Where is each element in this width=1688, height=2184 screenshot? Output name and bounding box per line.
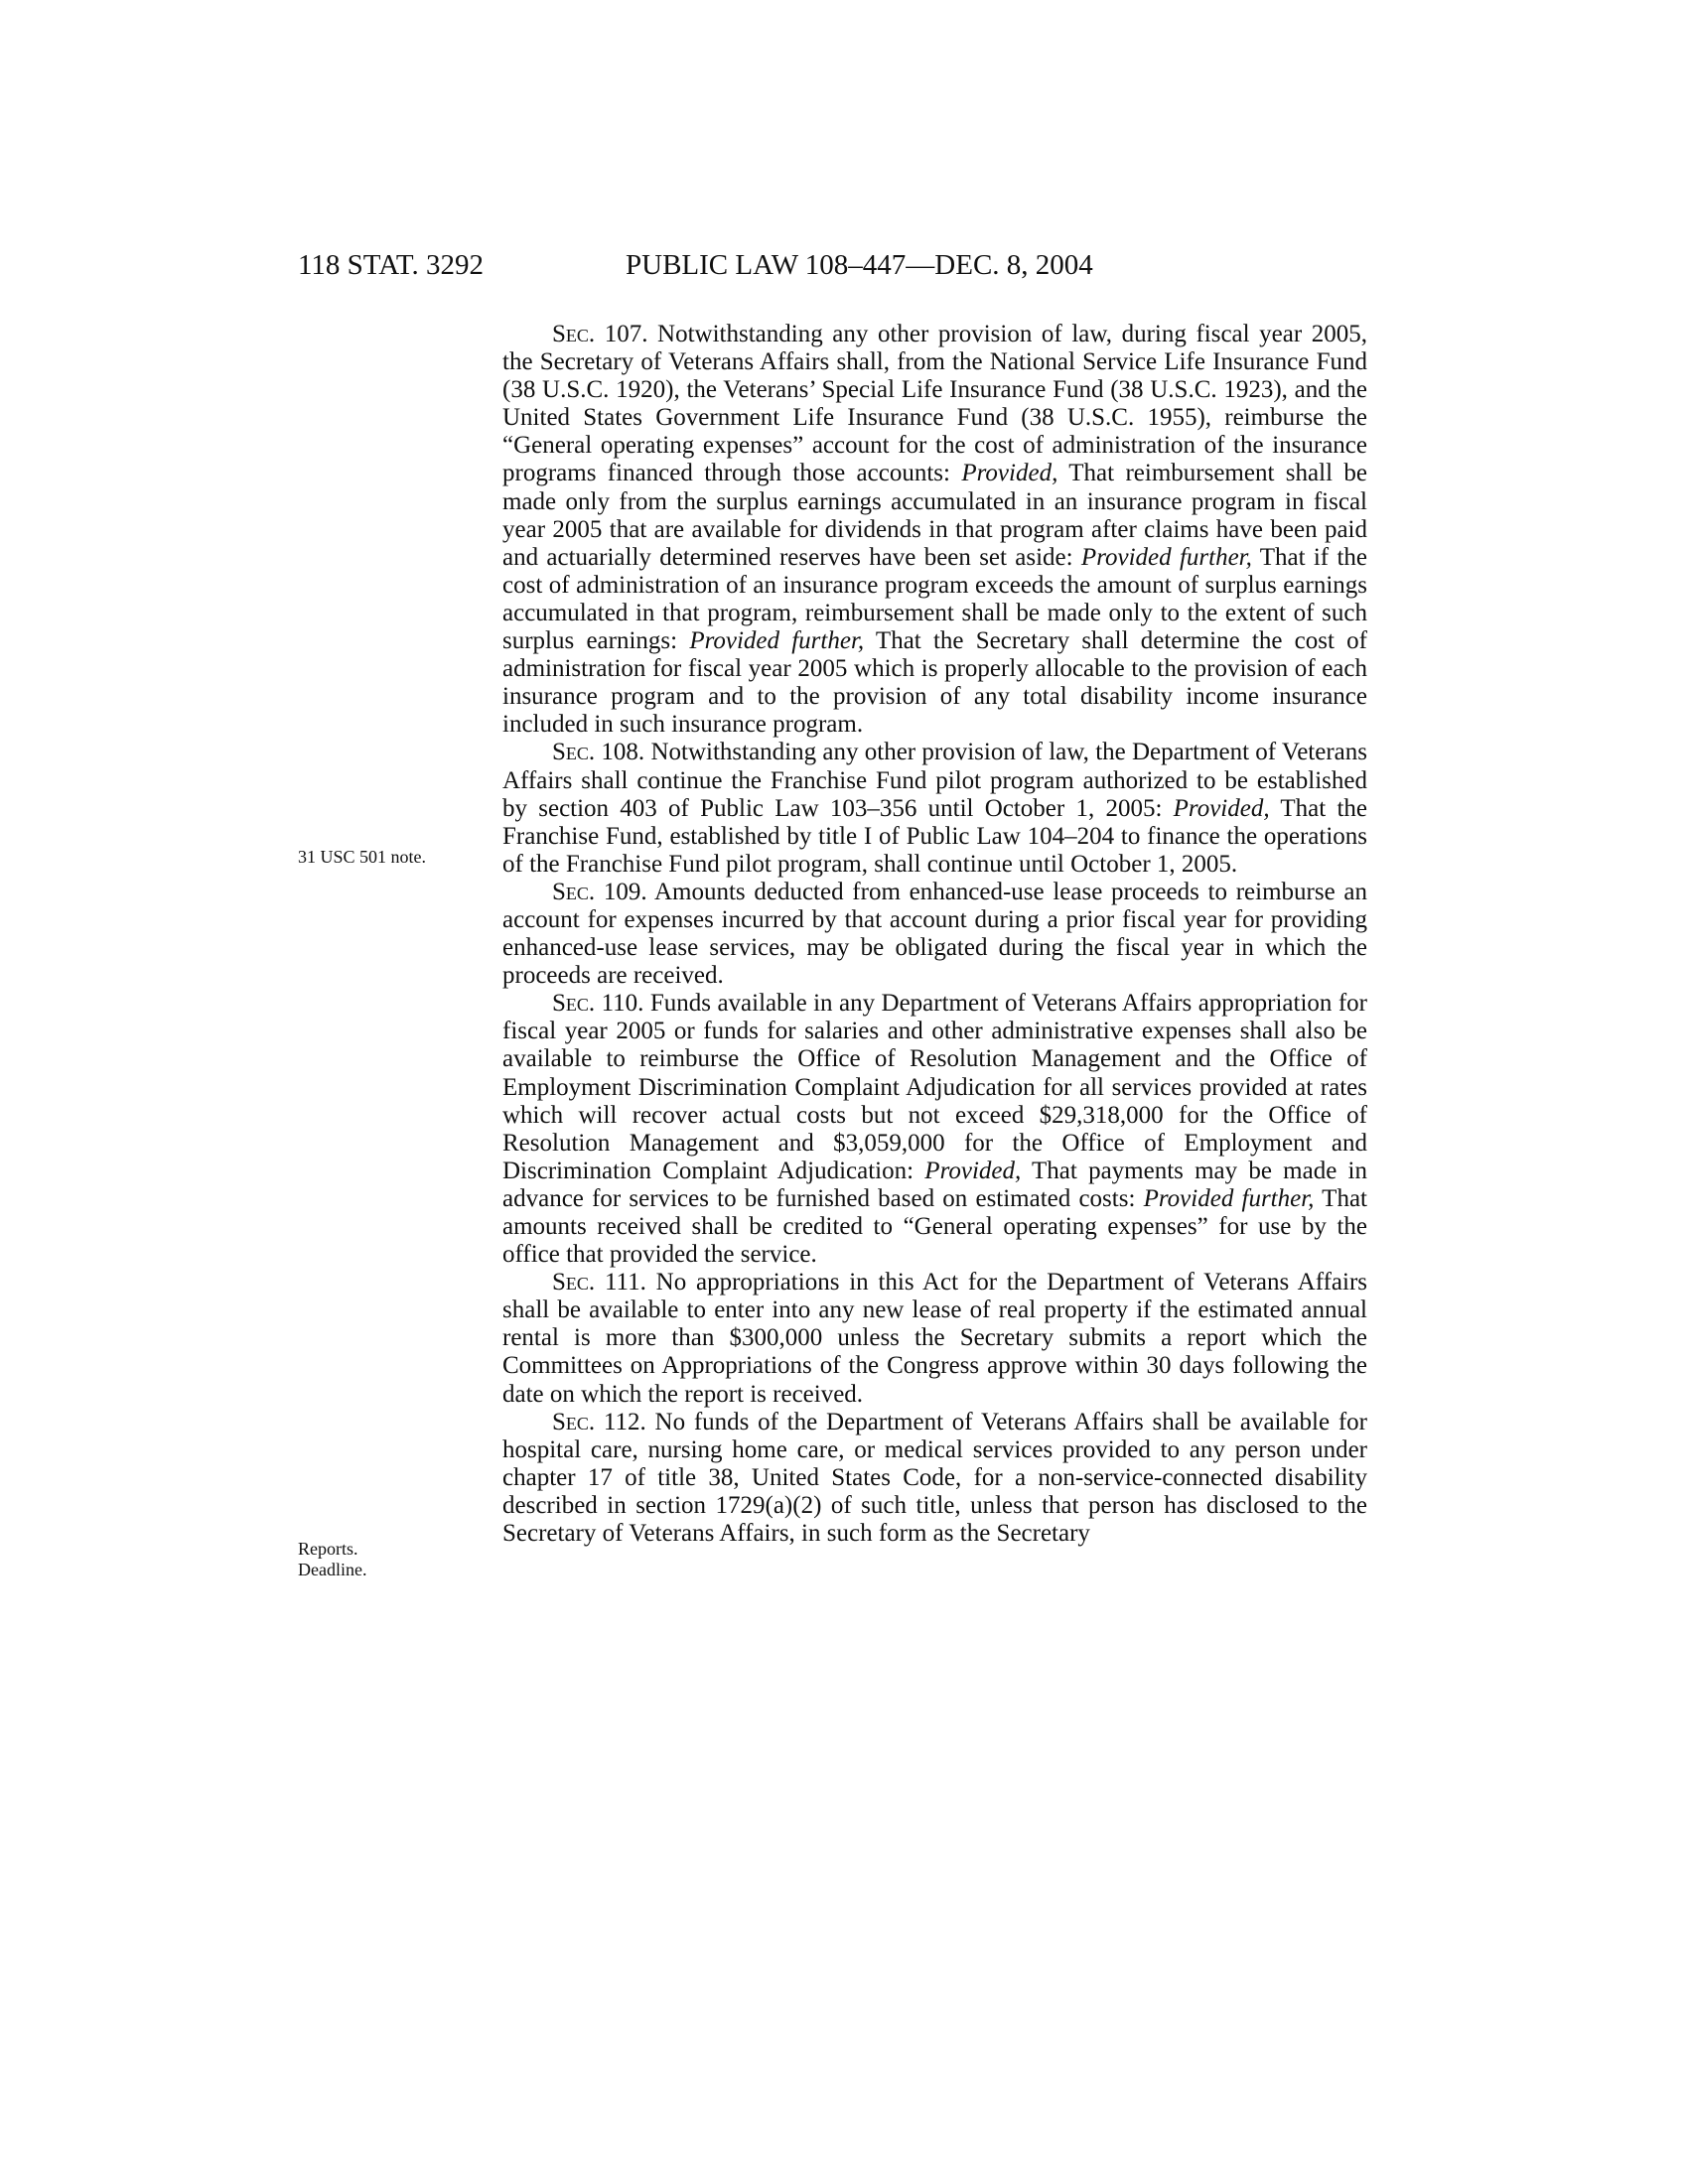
section-text: No appropriations in this Act for the Department of Veterans Affairs shall be available to enter into any new lease of real property if the estimated annual rental is more than $300,000 unless the Secretary submits a report which the Committees on Appropriations of the Congress approve within 30 days following the date on which the report is received. <box>502 1269 1367 1408</box>
section-number: 109. <box>595 878 647 905</box>
section-number: 107. <box>595 321 648 347</box>
section-109 <box>502 879 1367 990</box>
section-111 <box>502 1269 1367 1408</box>
section-text: Funds available in any Department of Veterans Affairs appropriation for fiscal year 2005 or funds for salaries and other administrative expenses shall also be available to reimburse the Office of Resolution Management and the Office of Employment Discrimination Complaint Adjudication for all services provided at rates which will recover actual costs but not exceed $29,318,000 for the Office of Resolution Management and $3,059,000 for the Office of Employment and Discrimination Complaint Adjudication: <box>502 990 1367 1184</box>
section-number: 108. <box>595 739 645 766</box>
section-text: That reimbursement shall be made only from the surplus earnings accumulated in an insurance program in fiscal year 2005 that are available for dividends in that program after claims have been paid and actuarially determined reserves have been set aside: <box>502 460 1367 571</box>
margin-note-reports: Reports. <box>298 1539 358 1559</box>
section-text: No funds of the Department of Veterans Affairs shall be available for hospital care, nursing home care, or medical services provided to any person under chapter 17 of title 38, United States Code, for a non-service-connected disability described in section 1729(a)(2) of such title, unless that person has disclosed to the Secretary of Veterans Affairs, in such form as the Secretary <box>502 1408 1367 1548</box>
section-label: Sec. <box>552 878 596 905</box>
section-text: Notwithstanding any other provision of law, during fiscal year 2005, the Secretary of Veterans Affairs shall, from the National Service Life Insurance Fund (38 U.S.C. 1920), the Veterans’ Special Life Insurance Fund (38 U.S.C. 1923), and the United States Government Life Insurance Fund (38 U.S.C. 1955), reimburse the “General operating expenses” account for the cost of administration of the insurance programs financed through those accounts: <box>502 321 1368 487</box>
section-number: 111. <box>595 1269 646 1297</box>
page-header <box>298 248 1370 288</box>
section-label: Sec. <box>552 990 596 1018</box>
proviso: Provided, <box>961 460 1058 487</box>
section-text: That payments may be made in advance for services to be furnished based on estimated costs: <box>502 1157 1367 1212</box>
section-label: Sec. <box>552 1408 596 1435</box>
section-label: Sec. <box>552 1269 596 1297</box>
margin-note-sec-108: 31 USC 501 note. <box>298 847 427 867</box>
body-text <box>502 321 1367 1548</box>
margin-note-deadline: Deadline. <box>298 1560 367 1579</box>
proviso: Provided, <box>1173 794 1270 822</box>
section-text: That amounts received shall be credited to “General operating expenses” for use by the office that provided the service. <box>502 1184 1367 1269</box>
section-label: Sec. <box>552 321 596 347</box>
section-text: That the Franchise Fund, established by title I of Public Law 104–204 to finance the operations of the Franchise Fund pilot program, shall continue until October 1, 2005. <box>502 794 1367 878</box>
section-107 <box>502 321 1367 739</box>
section-number: 110. <box>595 990 644 1018</box>
section-number: 112. <box>595 1408 646 1435</box>
proviso: Provided further, <box>689 627 865 655</box>
law-title: PUBLIC LAW 108–447—DEC. 8, 2004 <box>626 249 1093 281</box>
section-text: That the Secretary shall determine the cost of administration for fiscal year 2005 which is properly allocable to the provision of each insurance program and to the provision of any total disability income insurance included in such insurance program. <box>502 627 1367 739</box>
section-112 <box>502 1409 1367 1548</box>
section-110 <box>502 990 1367 1269</box>
section-108 <box>502 739 1367 878</box>
section-text: Amounts deducted from enhanced-use lease proceeds to reimburse an account for expenses incurred by that account during a prior fiscal year for providing enhanced-use lease services, may be obligated during the fiscal year in which the proceeds are received. <box>502 878 1367 990</box>
section-label: Sec. <box>552 739 596 766</box>
proviso: Provided further, <box>1080 543 1252 571</box>
proviso: Provided, <box>924 1157 1022 1184</box>
section-text: That if the cost of administration of an insurance program exceeds the amount of surplus earnings accumulated in that program, reimbursement shall be made only to the extent of such surplus earnings: <box>502 543 1367 655</box>
stat-citation: 118 STAT. 3292 <box>298 249 484 281</box>
proviso: Provided further, <box>1143 1184 1315 1212</box>
section-text: Notwithstanding any other provision of law, the Department of Veterans Affairs shall continue the Franchise Fund pilot program authorized to be established by section 403 of Public Law 103–356 until October 1, 2005: <box>502 739 1367 822</box>
